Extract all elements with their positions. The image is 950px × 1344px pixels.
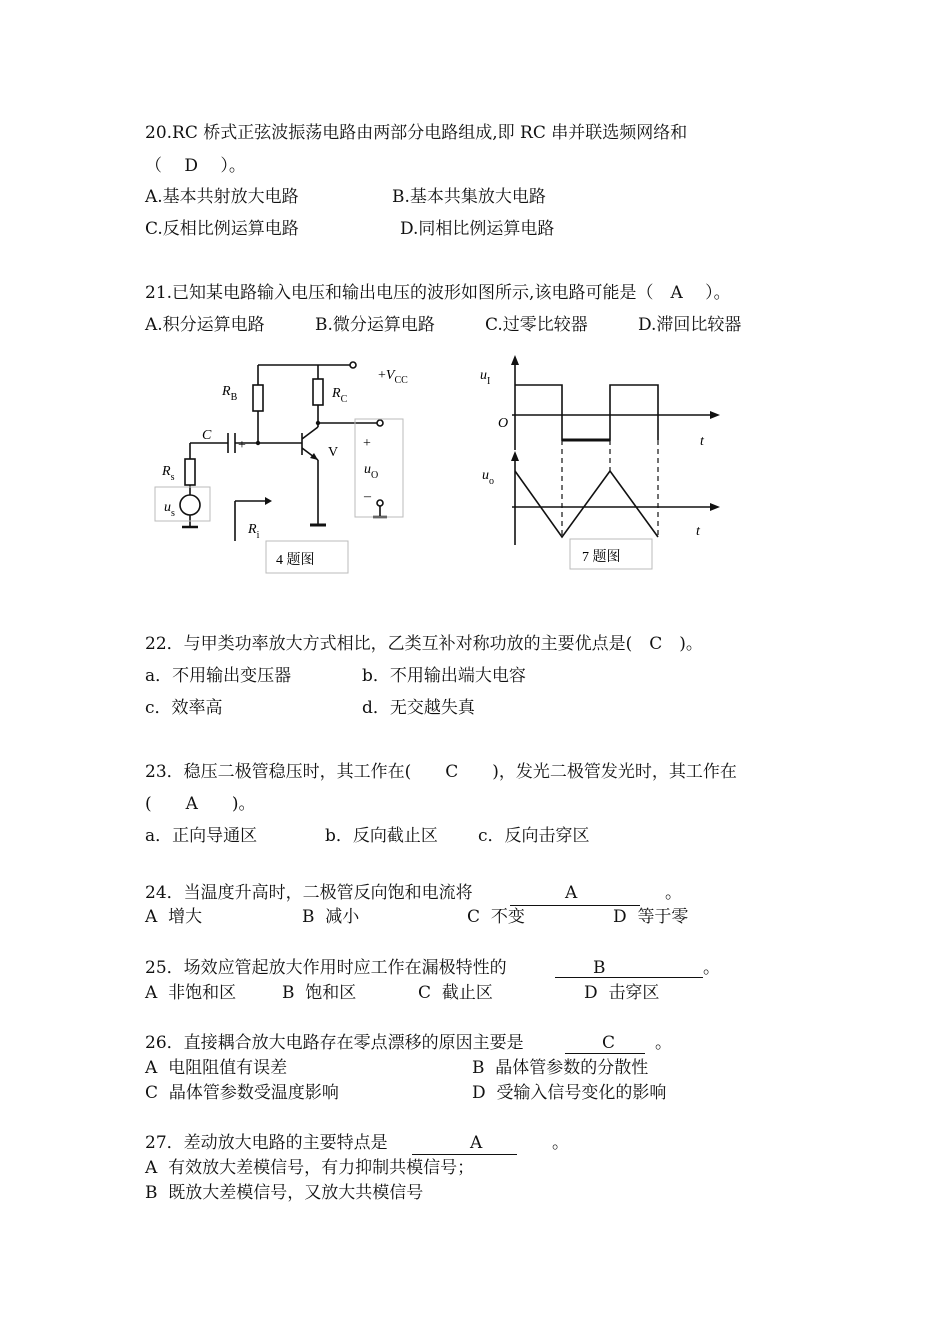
q24-option-b: B 减小 (302, 907, 360, 927)
output-plus-label: + (363, 436, 371, 451)
c-label: C (202, 428, 212, 443)
rs-label: $R_s$ (162, 464, 175, 483)
uo-label: $u_O$ (364, 462, 379, 481)
q26-end: 。 (655, 1033, 672, 1053)
q25-option-d: D 击穿区 (584, 983, 660, 1003)
c-plus-label: + (238, 438, 246, 453)
ri-label: $R_i$ (248, 522, 260, 541)
amplifier-circuit-figure (150, 355, 415, 575)
q22-option-a: a．不用输出变压器 (145, 666, 292, 686)
q27-answer: A (470, 1133, 483, 1153)
q25-end: 。 (703, 958, 720, 978)
q24-answer: A (565, 883, 578, 903)
q27-option-b: B 既放大差模信号，又放大共模信号 (145, 1183, 424, 1203)
q27-option-a: A 有效放大差模信号，有力抑制共模信号； (145, 1158, 475, 1178)
q25-answer: B (593, 958, 606, 978)
q26-option-d: D 受输入信号变化的影响 (472, 1083, 667, 1103)
q25-option-c: C 截止区 (418, 983, 493, 1003)
t-label-top: t (700, 434, 704, 449)
q22-option-d: d．无交越失真 (362, 698, 475, 718)
q23-stem: 23．稳压二极管稳压时，其工作在( C )，发光二极管发光时，其工作在 (145, 762, 737, 782)
q22-stem: 22．与甲类功率放大方式相比，乙类互补对称功放的主要优点是( C )。 (145, 634, 703, 654)
vcc-label: $+V_{CC}$ (378, 368, 408, 386)
q26-option-a: A 电阻阻值有误差 (145, 1058, 288, 1078)
q22-option-c: c．效率高 (145, 698, 223, 718)
q26-option-c: C 晶体管参数受温度影响 (145, 1083, 339, 1103)
output-minus-label: – (364, 489, 371, 504)
q23-option-a: a．正向导通区 (145, 826, 258, 846)
q21-option-d: D.滞回比较器 (638, 315, 742, 335)
t-label-bottom: t (696, 524, 700, 539)
q20-option-a: A.基本共射放大电路 (145, 187, 299, 207)
q26-answer: C (602, 1033, 616, 1053)
q25-answer-blank (555, 976, 703, 978)
q20-answer-line: （ D ）。 (145, 156, 246, 176)
q23-option-c: c．反向击穿区 (478, 826, 590, 846)
v-label: V (328, 445, 339, 460)
q23-answer-line: ( A )。 (145, 794, 256, 814)
waveform-figure (470, 355, 720, 575)
uo-wave-label: $u_o$ (482, 468, 494, 487)
q20-stem: 20.RC 桥式正弦波振荡电路由两部分电路组成,即 RC 串并联选频网络和 (145, 123, 688, 143)
q20-option-b: B.基本共集放大电路 (392, 187, 546, 207)
q26-stem: 26．直接耦合放大电路存在零点漂移的原因主要是 (145, 1033, 524, 1053)
ui-label: $u_I$ (480, 368, 491, 387)
q25-stem: 25．场效应管起放大作用时应工作在漏极特性的 (145, 958, 507, 978)
q24-option-a: A 增大 (145, 907, 203, 927)
figure-7-caption: 7 题图 (582, 550, 621, 565)
q21-option-b: B.微分运算电路 (315, 315, 435, 335)
q25-option-b: B 饱和区 (282, 983, 357, 1003)
rb-label: $R_B$ (222, 384, 238, 403)
q26-option-b: B 晶体管参数的分散性 (472, 1058, 649, 1078)
q21-stem: 21.已知某电路输入电压和输出电压的波形如图所示,该电路可能是（ A ）。 (145, 283, 731, 303)
origin-label: O (498, 416, 509, 431)
q20-option-c: C.反相比例运算电路 (145, 219, 299, 239)
q24-option-d: D 等于零 (613, 907, 689, 927)
q23-option-b: b．反向截止区 (325, 826, 438, 846)
figure-4-caption: 4 题图 (276, 553, 315, 568)
q20-option-d: D.同相比例运算电路 (400, 219, 555, 239)
us-label: $u_s$ (164, 500, 175, 519)
q27-stem: 27．差动放大电路的主要特点是 (145, 1133, 388, 1153)
q25-option-a: A 非饱和区 (145, 983, 237, 1003)
q27-answer-blank (412, 1153, 517, 1155)
rc-label: $R_C$ (332, 386, 348, 405)
q24-stem: 24．当温度升高时，二极管反向饱和电流将 (145, 883, 473, 903)
q27-end: 。 (552, 1133, 569, 1153)
q24-option-c: C 不变 (467, 907, 525, 927)
q21-option-a: A.积分运算电路 (145, 315, 265, 335)
q24-end: 。 (665, 883, 682, 903)
q22-option-b: b．不用输出端大电容 (362, 666, 526, 686)
q21-option-c: C.过零比较器 (485, 315, 588, 335)
